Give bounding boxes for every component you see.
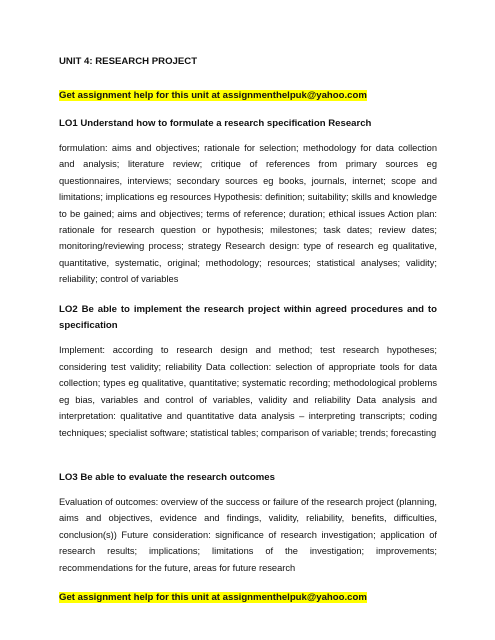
lo3-body: Evaluation of outcomes: overview of the success or failure of the research project (planning, aims and objectives, evidence and findings, validity, reliability, benefits, difficulties, conclusion(s)) Future consideration: significance of research investigation; application of research results; implications; limitations of the investigation; improvements; recommendations for the future, areas for future research <box>59 496 437 573</box>
help-line-top: Get assignment help for this unit at assignmenthelpuk@yahoo.com <box>59 90 367 101</box>
lo1-body: formulation: aims and objectives; rationale for selection; methodology for data collection and analysis; literature review; critique of references from primary sources eg questionnaires, interviews; secondary sources eg books, journals, internet; scope and limitations; implications eg resources Hypothesis: definition; suitability; skills and knowledge to be gained; aims and objectives; terms of reference; duration; ethical issues Action plan: rationale for research question or hypothesis; milestones; task dates; review dates; monitoring/reviewing process; strategy Research design: type of research eg qualitative, quantitative, systematic, original; methodology; resources; statistical analyses; validity; reliability; control of variables <box>59 143 437 285</box>
unit-title: UNIT 4: RESEARCH PROJECT <box>59 56 198 67</box>
lo2-heading: LO2 Be able to implement the research project within agreed procedures and to specification <box>59 303 437 332</box>
help-line-top-wrapper <box>59 85 437 103</box>
lo1-heading: LO1 Understand how to formulate a research specification Research <box>59 118 372 129</box>
lo3-heading: LO3 Be able to evaluate the research outcomes <box>59 471 275 483</box>
help-line-bottom: Get assignment help for this unit at assignmenthelpuk@yahoo.com <box>59 591 367 603</box>
lo2-body: Implement: according to research design and method; test research hypotheses; considering test validity; reliability Data collection: selection of appropriate tools for data collection; types eg qualitative, quantitative; systematic recording; methodological problems eg bias, variables and control of variables, validity and reliability Data analysis and interpretation: qualitative and quantitative data analysis – interpreting transcripts; coding techniques; specialist software; statistical tables; comparison of variable; trends; forecasting <box>59 345 437 438</box>
document-page <box>59 56 437 605</box>
help-line-bottom-wrapper <box>59 587 437 605</box>
